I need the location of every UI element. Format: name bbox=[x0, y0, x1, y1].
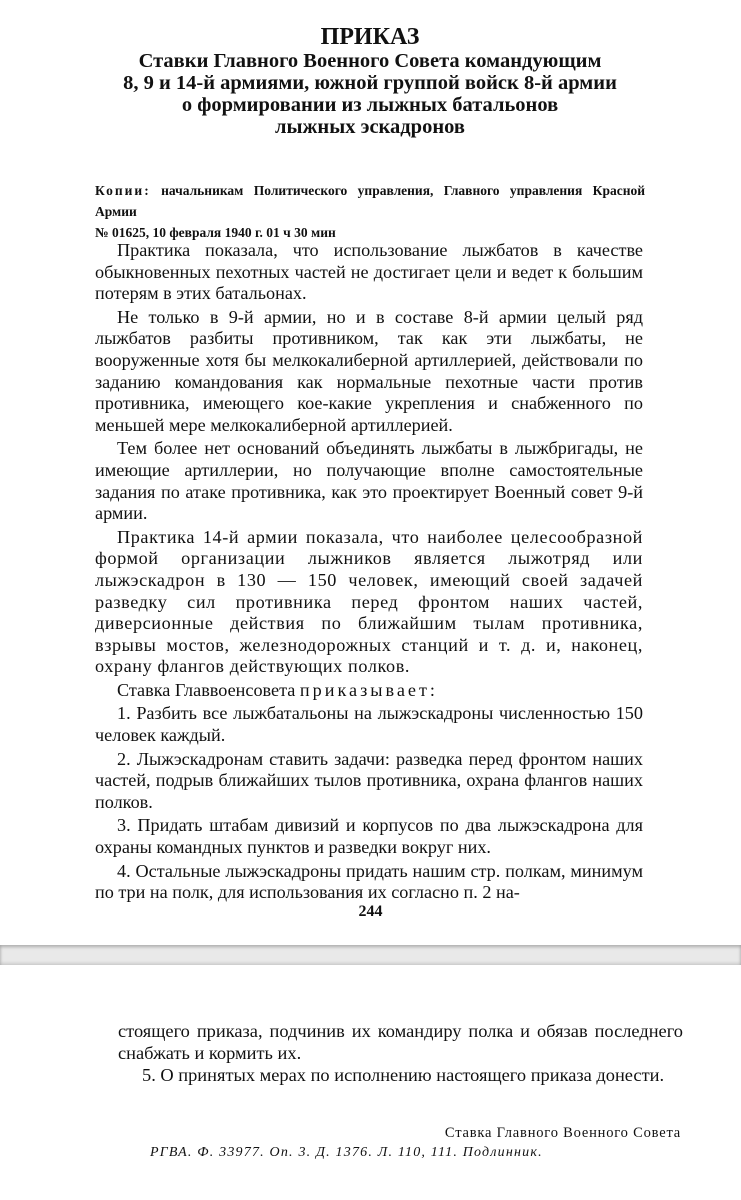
order-item-1: 1. Разбить все лыжбатальоны на лыжэскадроны численностью 150 человек каждый. bbox=[95, 703, 643, 746]
order-subtitle-line-1: Ставки Главного Военного Совета командующим bbox=[138, 50, 602, 72]
order-heading bbox=[60, 24, 680, 138]
order-number: № 01625, 10 февраля 1940 г. 01 ч 30 мин bbox=[95, 225, 336, 240]
paragraph-2: Не только в 9-й армии, но и в составе 8-й армии целый ряд лыжбатов разбиты противником, так как эти лыжбаты, не вооруженные хотя бы мелкокалиберной артиллерией, действовали по заданию командования как нормальные пехотные части против противника, имеющего кое-какие укрепления и снабженного по меньшей мере мелкокалиберной артиллерией. bbox=[95, 306, 643, 435]
paragraph-4: Практика 14-й армии показала, что наиболее целесообразной формой организации лыжников является лыжотряд или лыжэскадрон в 130 — 150 человек, имеющий своей задачей разведку сил противника перед фронтом наших частей, диверсионные действия по ближайшим тылам противника, взрывы мостов, железнодорожных станций и т. д. и, наконец, охрану флангов действующих полков. bbox=[95, 526, 643, 677]
copies-line bbox=[95, 180, 645, 222]
paragraph-3: Тем более нет оснований объединять лыжбаты в лыжбригады, не имеющие артиллерии, но получающие вполне самостоятельные задания по атаке противника, как это проектирует Военный совет 9-й армии. bbox=[95, 438, 643, 524]
orders-intro-line bbox=[95, 680, 643, 702]
order-item-5: 5. О принятых мерах по исполнению настоящего приказа донести. bbox=[142, 1065, 665, 1085]
copies-label: Копии: bbox=[95, 183, 151, 198]
archive-reference: РГВА. Ф. 33977. Оп. 3. Д. 1376. Л. 110, 111. Подлинник. bbox=[150, 1145, 543, 1160]
page2-body bbox=[118, 1020, 683, 1086]
order-meta bbox=[95, 180, 645, 243]
order-body bbox=[95, 240, 643, 906]
copies-text: начальникам Политического управления, Главного управления Красной Армии bbox=[95, 183, 646, 219]
page-number: 244 bbox=[358, 903, 383, 920]
order-item-2: 2. Лыжэскадронам ставить задачи: разведка перед фронтом наших частей, подрыв ближайших тылов противника, охрана флангов наших полков. bbox=[95, 748, 643, 812]
page-separator bbox=[0, 945, 741, 965]
order-subtitle-line-4: лыжных эскадронов bbox=[275, 116, 465, 138]
order-title: ПРИКАЗ bbox=[320, 24, 420, 50]
item-4-continuation: стоящего приказа, подчинив их командиру полка и обязав последнего снабжать и кормить их. bbox=[118, 1021, 683, 1063]
orders-verb: приказывает: bbox=[299, 679, 438, 700]
order-subtitle-line-3: о формировании из лыжных батальонов bbox=[181, 94, 559, 116]
order-item-3: 3. Придать штабам дивизий и корпусов по два лыжэскадрона для охраны командных пунктов и разведки вокруг них. bbox=[95, 815, 643, 858]
order-subtitle-line-2: 8, 9 и 14-й армиями, южной группой войск 8-й армии bbox=[123, 72, 617, 94]
paragraph-1: Практика показала, что использование лыжбатов в качестве обыкновенных пехотных частей не достигает цели и ведет к большим потерям в этих батальонах. bbox=[95, 240, 643, 304]
order-item-4: 4. Остальные лыжэскадроны придать нашим стр. полкам, минимум по три на полк, для использования их согласно п. 2 на- bbox=[95, 860, 643, 903]
signature: Ставка Главного Военного Совета bbox=[444, 1125, 681, 1141]
orders-intro: Ставка Главвоенсовета bbox=[117, 679, 296, 700]
